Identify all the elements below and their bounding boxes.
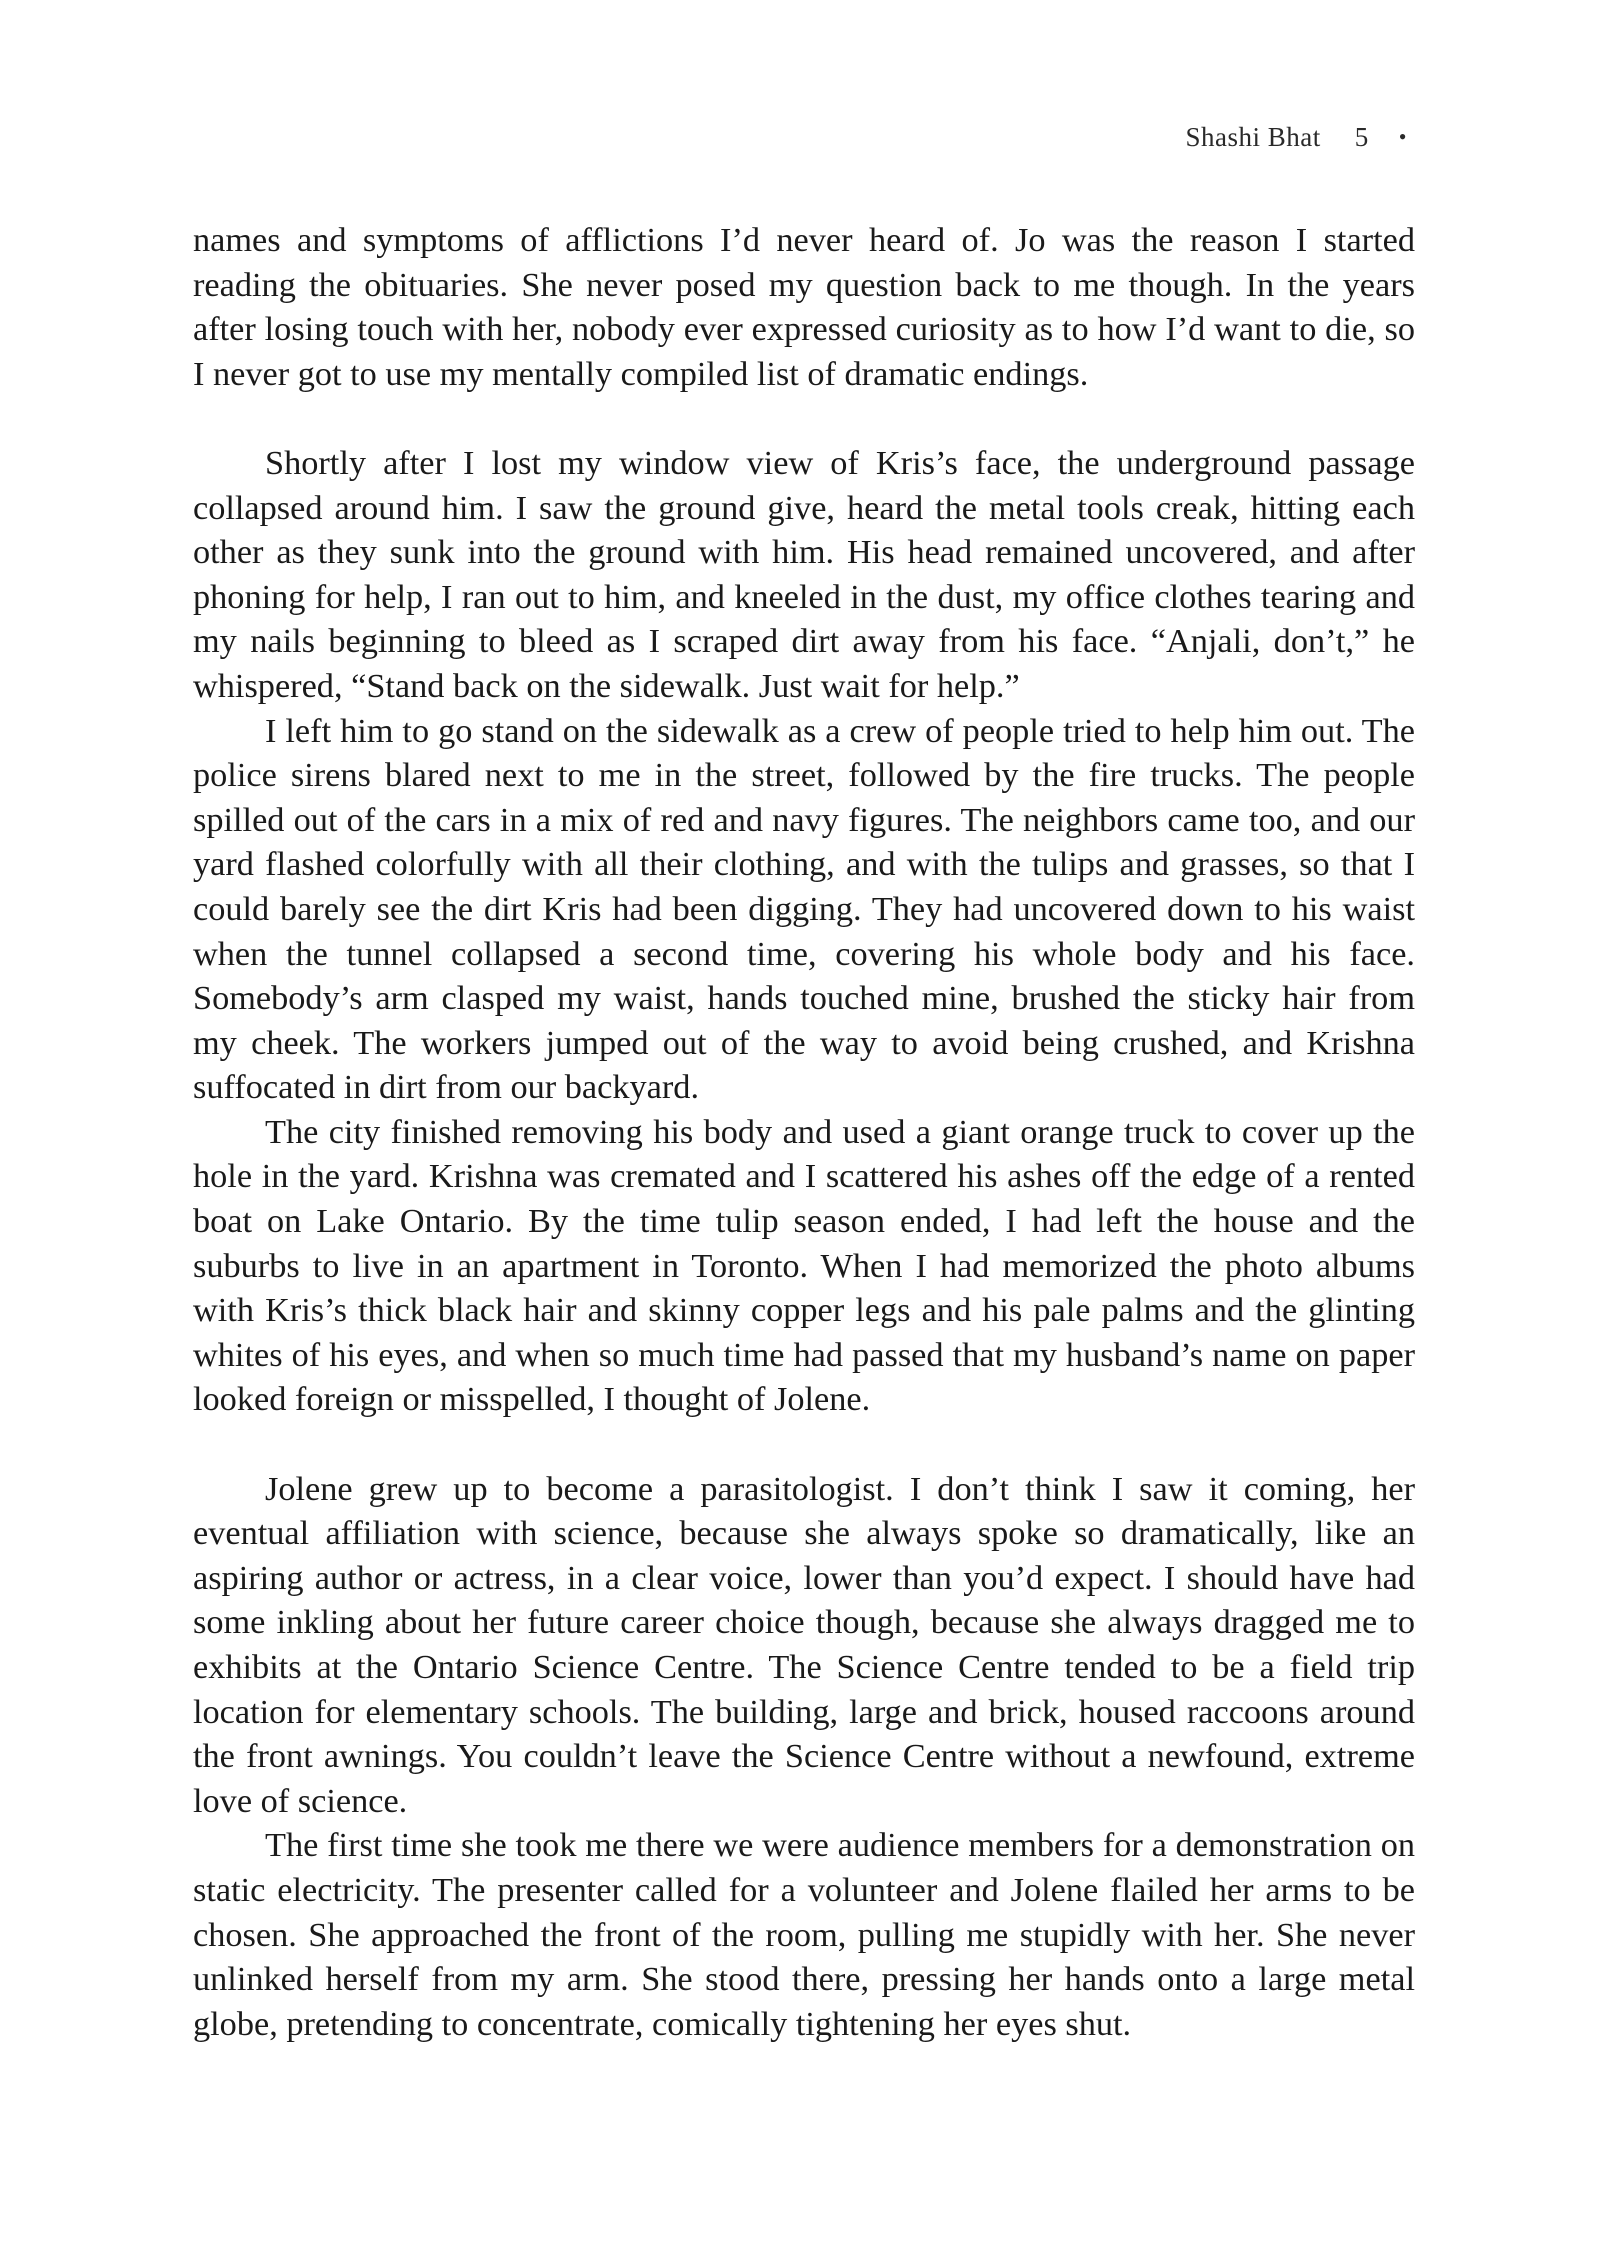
paragraph: Shortly after I lost my window view of Kris’s face, the underground passage collapsed around him. I saw the ground give, heard the metal tools creak, hitting each other as they sunk into the ground with him. His head remained uncovered, and after phoning for help, I ran out to him, and kneeled in the dust, my office clothes tearing and my nails beginning to bleed as I scraped dirt away from his face. “Anjali, don’t,” he whispered, “Stand back on the sidewalk. Just wait for help.” bbox=[193, 443, 1415, 705]
header-bullet: • bbox=[1398, 124, 1407, 149]
body-text bbox=[193, 218, 1415, 2046]
paragraph: names and symptoms of afflictions I’d never heard of. Jo was the reason I started reading the obituaries. She never posed my question back to me though. In the years after losing touch with her, nobody ever expressed curiosity as to how I’d want to die, so I never got to use my mentally compiled list of dramatic endings. bbox=[193, 221, 1415, 393]
paragraph: The first time she took me there we were audience members for a demonstration on static electricity. The presenter called for a volunteer and Jolene flailed her arms to be chosen. She approached the front of the room, pulling me stupidly with her. She never unlinked herself from my arm. She stood there, pressing her hands onto a large metal globe, pretending to concentrate, comically tightening her eyes shut. bbox=[193, 1826, 1415, 2043]
header-author: Shashi Bhat bbox=[1185, 122, 1321, 152]
page-number: 5 bbox=[1354, 122, 1369, 152]
paragraph: I left him to go stand on the sidewalk as a crew of people tried to help him out. The police sirens blared next to me in the street, followed by the fire trucks. The people spilled out of the cars in a mix of red and navy figures. The neighbors came too, and our yard flashed colorfully with all their clothing, and with the tulips and grasses, so that I could barely see the dirt Kris had been digging. They had uncovered down to his waist when the tunnel collapsed a second time, covering his whole body and his face. Somebody’s arm clasped my waist, hands touched mine, brushed the sticky hair from my cheek. The workers jumped out of the way to avoid being crushed, and Krishna suffocated in dirt from our backyard. bbox=[193, 711, 1415, 1107]
paragraph: Jolene grew up to become a parasitologist. I don’t think I saw it coming, her eventual affiliation with science, because she always spoke so dramatically, like an aspiring author or actress, in a clear voice, lower than you’d expect. I should have had some inkling about her future career choice though, because she always dragged me to exhibits at the Ontario Science Centre. The Science Centre tended to be a field trip location for elementary schools. The building, large and brick, housed raccoons around the front awnings. You couldn’t leave the Science Centre without a newfound, extreme love of science. bbox=[193, 1469, 1415, 1820]
paragraph: The city finished removing his body and used a giant orange truck to cover up the hole in the yard. Krishna was cremated and I scattered his ashes off the edge of a rented boat on Lake Ontario. By the time tulip season ended, I had left the house and the suburbs to live in an apartment in Toronto. When I had memorized the photo albums with Kris’s thick black hair and skinny copper legs and his pale palms and the glinting whites of his eyes, and when so much time had passed that my husband’s name on paper looked foreign or misspelled, I thought of Jolene. bbox=[193, 1112, 1415, 1419]
running-header bbox=[1186, 122, 1407, 153]
